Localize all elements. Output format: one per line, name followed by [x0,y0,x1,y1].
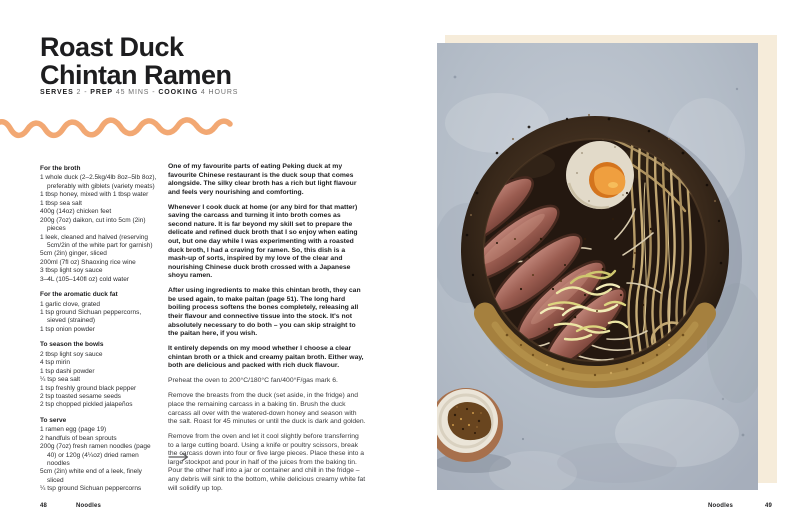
ingredient-item: 400g (14oz) chicken feet [40,208,112,216]
ingredients-column [40,165,160,501]
ingredients-section-to-serve [40,417,160,494]
cooking-value: 4 HOURS [200,89,239,96]
ingredients-section-header: To season the bowls [40,341,104,349]
recipe-meta [40,89,238,96]
method-intro-paragraph: After using ingredients to make this chintan broth, they can be used again, to make paitan (page 51). The long hard boiling process softens the bones completely, releasing all their flavour and connective tissue into the stock. It's not absolutely necessary to do both – you can skip straight to the paitan here, if you wish. [168,287,361,338]
ingredient-item: 3 tbsp light soy sauce [40,267,103,275]
ingredients-section-broth [40,165,160,284]
ingredient-item: 5cm (2in) white end of a leek, finely sliced [40,468,142,484]
prep-label: PREP [90,89,113,96]
ingredient-item: 1 tbsp honey, mixed with 1 tbsp water [40,191,149,199]
ingredient-item: 1 tsp dashi powder [40,367,95,375]
meta-separator: - [84,89,88,96]
ingredient-item: 4 tsp mirin [40,359,70,367]
ingredient-item: 1 tbsp sea salt [40,199,82,207]
ingredient-item: 1 garlic clove, grated [40,300,100,308]
cooking-label: COOKING [158,89,199,96]
ingredient-item: 5cm (2in) ginger, sliced [40,250,107,258]
serves-label: SERVES [40,89,74,96]
method-intro-paragraph: Whenever I cook duck at home (or any bird for that matter) saving the carcass and turning it into broth comes as second nature. It is far beyond my skill set to prepare the delicate and refined duck broth that I so enjoy when eating out, but one day while I was experimenting with a roasted duck broth, I had a craving for ramen. So, this dish is a mash-up of sorts, inspired by my love of the clear and nourishing Chinese duck broth crossed with a Japanese shoyu ramen. [168,203,358,280]
method-column [168,163,366,500]
ingredient-item: 200g (7oz) fresh ramen noodles (page 40) or 120g (4¼oz) dried ramen noodles [40,443,151,467]
ingredients-section-header: For the broth [40,165,81,172]
ingredients-section-duck-fat [40,291,160,334]
recipe-title-line2: Chintan Ramen [40,60,232,91]
ingredient-item: 3–4L (105–140fl oz) cold water [40,275,130,283]
section-label-right: Noodles [708,503,734,509]
page-number-right: 49 [765,503,773,509]
ingredient-item: 2 tsp chopped pickled jalapeños [40,401,133,409]
method-intro-paragraph: It entirely depends on my mood whether I choose a clear chintan broth or a thick and creamy paitan broth. Either way, both are delicious and packed with rich duck flavour. [168,345,364,370]
recipe-photo [437,43,758,490]
ingredient-item: 200ml (7fl oz) Shaoxing rice wine [40,258,136,266]
method-step: Remove the breasts from the duck (set aside, in the fridge) and place the remaining carcass in a baking tin. Brush the duck carcass all over with the watered-down honey and season with the salt. Roast for 45 minutes or until the duck is dark and golden. [168,392,366,426]
prep-value: 45 MINS [115,89,150,96]
method-step: Remove from the oven and let it cool slightly before transferring to a large cutting board. Using a knife or poultry scissors, break the carcass down into four or five large pieces. Place these into a large stockpot and pour in half of the juices from the baking tin. Pour the other half into a jar or container and chill in the fridge – any debris will sink to the bottom, while delicious creamy white fat will solidify up top. [168,433,366,492]
ingredients-section-header: For the aromatic duck fat [40,291,118,299]
ingredient-item: 1 tsp ground Sichuan peppercorns, sieved (strained) [40,309,142,325]
meta-separator: - [152,89,156,96]
method-intro-paragraph: One of my favourite parts of eating Peking duck at my favourite Chinese restaurant is the duck soup that comes alongside. The silky clear broth has a rich but light flavour and feels very nourishing and comforting. [168,163,357,196]
continuation-arrow-icon [168,452,190,462]
page-number-left: 48 [40,503,48,509]
ingredient-item: 200g (7oz) daikon, cut into 5cm (2in) pieces [40,216,146,233]
ingredient-item: 1 whole duck (2–2.5kg/4lb 8oz–5lb 8oz), preferably with giblets (variety meats) [40,174,157,190]
ingredients-section-header: To serve [40,416,67,424]
ingredient-item: 1 ramen egg (page 19) [40,426,107,434]
ingredient-item: 2 handfuls of bean sprouts [40,434,117,442]
section-label-left: Noodles [76,503,102,509]
ingredient-item: 1 tsp onion powder [40,325,95,333]
ingredient-item: 1 leek, cleaned and halved (reserving 5cm/2in of the white part for garnish) [40,233,153,249]
ingredient-item: ¼ tsp sea salt [40,376,81,384]
ingredient-item: 2 tsp toasted sesame seeds [40,392,121,400]
method-step: Preheat the oven to 200°C/180°C fan/400°F/gas mark 6. [168,377,338,385]
ingredient-item: ¼ tsp ground Sichuan peppercorns [40,485,142,493]
squiggle-divider-icon [0,110,236,144]
recipe-title-line1: Roast Duck [40,32,184,62]
page-title [40,33,380,89]
serves-value: 2 [76,89,82,96]
ingredients-section-season-bowls [40,341,160,410]
ingredient-item: 1 tsp freshly ground black pepper [40,384,137,392]
ingredient-item: 2 tbsp light soy sauce [40,350,103,358]
